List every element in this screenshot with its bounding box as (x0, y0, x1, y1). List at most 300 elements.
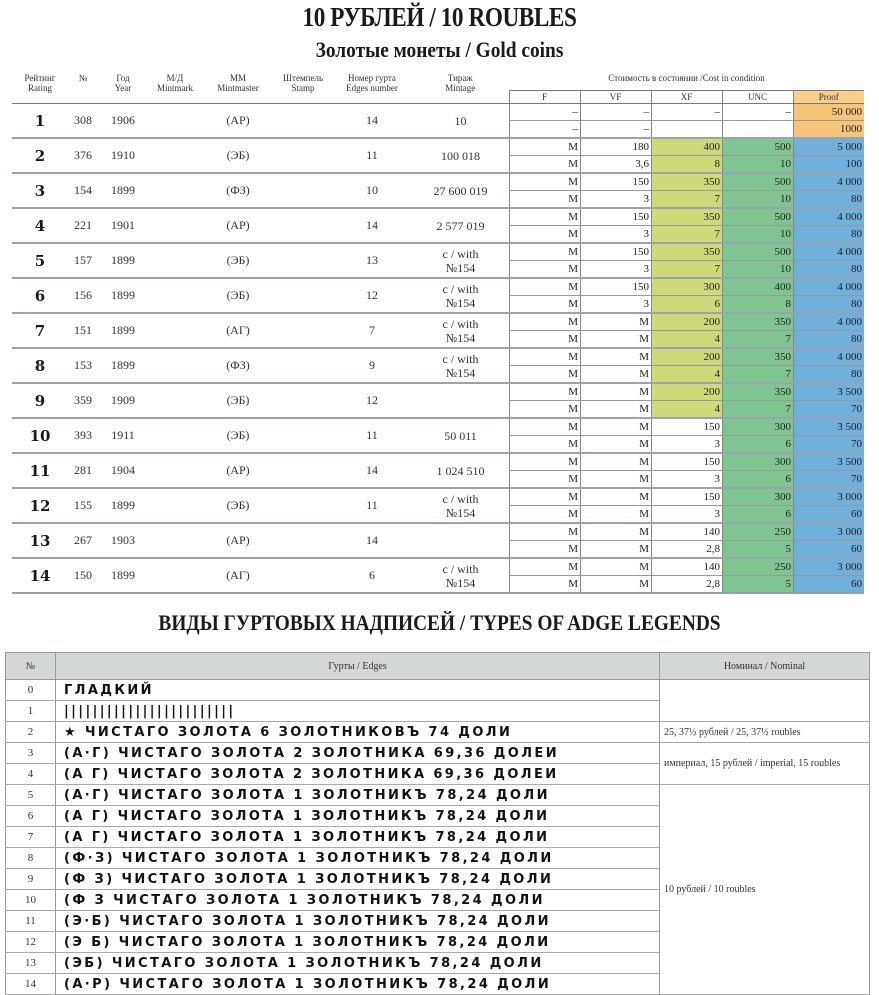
cost-f (509, 278, 580, 313)
legend-nominal (660, 680, 870, 722)
coin-row (12, 383, 864, 418)
cost-proof (793, 278, 864, 313)
cost-unc-value: 6 (722, 436, 793, 452)
page-title: 10 РУБЛЕЙ / 10 ROUBLES (302, 2, 577, 32)
cost-proof (793, 418, 864, 453)
cost-proof (793, 348, 864, 383)
cost-unc (722, 278, 793, 313)
cost-f-value: М (509, 349, 580, 366)
cost-unc (722, 488, 793, 523)
edge-legends-body (6, 680, 870, 995)
cost-xf-value: 400 (651, 139, 722, 156)
coin-year: 1899 (111, 358, 135, 372)
cost-xf-value: 4 (651, 401, 722, 417)
coin-rating: 3 (34, 181, 46, 200)
cost-unc (722, 383, 793, 418)
coin-mintage-line: №154 (445, 365, 476, 380)
coin-edge-number: 11 (366, 498, 378, 512)
coin-edge-number: 11 (366, 428, 378, 442)
cost-xf-value: 150 (651, 419, 722, 436)
coin-mintmaster: (ЭБ) (226, 288, 250, 302)
legend-number: 3 (6, 743, 56, 764)
cost-f (509, 313, 580, 348)
coin-number: 155 (74, 498, 92, 512)
cost-vf-value: М (580, 559, 651, 576)
col-vf: VF (580, 91, 651, 104)
cost-unc (722, 104, 793, 139)
coin-edge-number: 7 (369, 323, 375, 337)
cost-proof-value: 4 000 (793, 244, 864, 261)
cost-vf-value: М (580, 366, 651, 382)
cost-xf-value: 150 (651, 454, 722, 471)
coin-mintage (412, 523, 509, 558)
cost-vf-value: 3 (580, 296, 651, 312)
cost-xf-value (651, 121, 722, 137)
coin-rating: 14 (29, 566, 51, 585)
coin-rating: 6 (34, 286, 46, 305)
cost-unc (722, 313, 793, 348)
cost-xf (651, 453, 722, 488)
cost-vf-value: М (580, 384, 651, 401)
coin-year: 1899 (111, 183, 135, 197)
cost-f-value: М (509, 541, 580, 557)
coin-mintmark (148, 104, 202, 139)
coin-mintage-line: 27 600 019 (433, 183, 488, 198)
coin-mintage-line: №154 (445, 505, 476, 520)
coin-mintage-line: с / with (442, 561, 479, 576)
coin-number: 154 (74, 183, 92, 197)
legend-col-edges: Гурты / Edges (56, 653, 660, 680)
coin-stamp (274, 104, 332, 139)
cost-f-value: М (509, 331, 580, 347)
coin-edge-number: 14 (366, 533, 378, 547)
cost-unc-value: 300 (722, 454, 793, 471)
cost-unc (722, 348, 793, 383)
cost-unc-value: 7 (722, 366, 793, 382)
edge-legends-table (5, 652, 870, 995)
coin-row (12, 313, 864, 348)
legend-nominal: империал, 15 рублей / imperial, 15 roubles (660, 743, 870, 785)
coin-year: 1904 (111, 463, 135, 477)
legend-text: (Э·Б) ЧИСТАГО ЗОЛОТА 1 ЗОЛОТНИКЪ 78,24 ДОЛИ (56, 911, 660, 932)
coin-table-cut-edge (12, 592, 864, 599)
coin-mintmark (148, 488, 202, 523)
coin-mintage-line: №154 (445, 330, 476, 345)
legend-col-number: № (6, 653, 56, 680)
coin-number: 153 (74, 358, 92, 372)
cost-vf (580, 418, 651, 453)
cost-f-value: М (509, 489, 580, 506)
cost-xf-value: 4 (651, 331, 722, 347)
legends-title: ВИДЫ ГУРТОВЫХ НАДПИСЕЙ / TYPES OF ADGE LEGENDS (158, 610, 721, 635)
cost-unc-value: 400 (722, 279, 793, 296)
coin-edge-number: 14 (366, 113, 378, 127)
cost-xf (651, 313, 722, 348)
cost-proof-value: 3 000 (793, 524, 864, 541)
cost-vf-value: 150 (580, 279, 651, 296)
coin-mintmaster: (ФЗ) (226, 358, 250, 372)
coin-mintage-line: с / with (442, 246, 479, 261)
coin-mintage-line: 10 (454, 113, 467, 128)
cost-vf-value: М (580, 506, 651, 522)
coin-table-body (12, 104, 864, 594)
coin-row (12, 558, 864, 593)
coin-year: 1899 (111, 323, 135, 337)
coin-mintage (412, 418, 509, 453)
coin-row (12, 453, 864, 488)
cost-xf (651, 523, 722, 558)
legend-number: 0 (6, 680, 56, 701)
col-unc: UNC (722, 91, 793, 104)
legend-number: 1 (6, 701, 56, 722)
cost-f-value: М (509, 314, 580, 331)
coin-mintmaster: (ЭБ) (226, 393, 250, 407)
cost-proof (793, 313, 864, 348)
coin-rating: 4 (34, 216, 46, 235)
legend-row (6, 680, 870, 701)
cost-unc-value (722, 121, 793, 137)
coin-mintmaster: (ЭБ) (226, 148, 250, 162)
coin-edge-number: 11 (366, 148, 378, 162)
cost-vf (580, 558, 651, 593)
cost-vf (580, 138, 651, 173)
legend-text: (А Г) ЧИСТАГО ЗОЛОТА 1 ЗОЛОТНИКЪ 78,24 ДОЛИ (56, 806, 660, 827)
cost-xf-value: 4 (651, 366, 722, 382)
coin-mintmark (148, 243, 202, 278)
cost-proof (793, 104, 864, 139)
coin-rating: 13 (29, 531, 51, 550)
coin-rating: 10 (29, 426, 51, 445)
coin-mintmark (148, 348, 202, 383)
coin-edge-number: 14 (366, 463, 378, 477)
col-f: F (509, 91, 580, 104)
cost-unc-value: 300 (722, 489, 793, 506)
cost-unc-value: 10 (722, 226, 793, 242)
cost-f (509, 383, 580, 418)
coin-mintmaster: (АГ) (226, 568, 250, 582)
cost-proof-value: 70 (793, 471, 864, 487)
coin-stamp (274, 348, 332, 383)
coin-mintage-line: с / with (442, 491, 479, 506)
col-mintmark: М/Д Mintmark (148, 70, 202, 104)
coin-mintmaster: (АР) (226, 533, 250, 547)
cost-vf-value: 150 (580, 244, 651, 261)
legend-number: 7 (6, 827, 56, 848)
coin-year: 1899 (111, 253, 135, 267)
cost-unc (722, 558, 793, 593)
coin-year: 1899 (111, 498, 135, 512)
cost-f-value: М (509, 174, 580, 191)
cost-vf-value: – (580, 121, 651, 137)
cost-xf-value: 3 (651, 506, 722, 522)
cost-f-value: М (509, 436, 580, 452)
legend-col-nominal: Номинал / Nominal (660, 653, 870, 680)
legend-number: 2 (6, 722, 56, 743)
cost-vf (580, 208, 651, 243)
cost-proof (793, 523, 864, 558)
cost-f-value: М (509, 384, 580, 401)
coin-mintmark (148, 383, 202, 418)
cost-xf-value: 6 (651, 296, 722, 312)
coin-number: 376 (74, 148, 92, 162)
cost-f-value: М (509, 506, 580, 522)
coin-row (12, 348, 864, 383)
col-year: Год Year (98, 70, 148, 104)
cost-proof-value: 3 000 (793, 559, 864, 576)
coin-mintmaster: (АР) (226, 113, 250, 127)
cost-proof (793, 558, 864, 593)
coin-rating: 5 (34, 251, 46, 270)
cost-xf (651, 173, 722, 208)
coin-rating: 12 (29, 496, 51, 515)
col-number: № (68, 70, 98, 104)
col-mintmaster: ММ Mintmaster (202, 70, 274, 104)
coin-mintmark (148, 558, 202, 593)
cost-f-value: М (509, 209, 580, 226)
cost-proof-value: 1000 (793, 121, 864, 137)
cost-unc-value: 6 (722, 506, 793, 522)
cost-xf (651, 278, 722, 313)
coin-mintmaster: (АР) (226, 218, 250, 232)
legend-row (6, 743, 870, 764)
coin-mintage (412, 558, 509, 593)
cost-f (509, 138, 580, 173)
cost-unc-value: 500 (722, 244, 793, 261)
cost-vf-value: М (580, 471, 651, 487)
coin-mintage-line: №154 (445, 295, 476, 310)
legend-text: (Э Б) ЧИСТАГО ЗОЛОТА 1 ЗОЛОТНИКЪ 78,24 ДОЛИ (56, 932, 660, 953)
coin-rating: 2 (34, 146, 46, 165)
cost-f (509, 418, 580, 453)
coin-stamp (274, 383, 332, 418)
coin-year: 1910 (111, 148, 135, 162)
page-subtitle: Золотые монеты / Gold coins (315, 37, 564, 62)
cost-proof-value: 4 000 (793, 174, 864, 191)
cost-f-value: М (509, 244, 580, 261)
cost-xf (651, 348, 722, 383)
cost-f-value: – (509, 121, 580, 137)
legend-number: 14 (6, 974, 56, 995)
cost-proof-value: 100 (793, 156, 864, 172)
cost-vf (580, 488, 651, 523)
cost-proof-value: 80 (793, 366, 864, 382)
cost-unc-value: 5 (722, 576, 793, 592)
coin-mintmark (148, 523, 202, 558)
legend-text: (Ф·З) ЧИСТАГО ЗОЛОТА 1 ЗОЛОТНИКЪ 78,24 ДОЛИ (56, 848, 660, 869)
cost-f (509, 104, 580, 139)
coin-stamp (274, 138, 332, 173)
cost-unc (722, 523, 793, 558)
legend-number: 6 (6, 806, 56, 827)
cost-xf (651, 138, 722, 173)
coin-mintmaster: (АР) (226, 463, 250, 477)
coin-stamp (274, 243, 332, 278)
cost-vf-value: М (580, 314, 651, 331)
coin-stamp (274, 173, 332, 208)
coin-number: 393 (74, 428, 92, 442)
cost-xf-value: 3 (651, 436, 722, 452)
coin-row (12, 208, 864, 243)
legend-row (6, 722, 870, 743)
legend-number: 8 (6, 848, 56, 869)
coin-stamp (274, 558, 332, 593)
cost-unc-value: 350 (722, 314, 793, 331)
coin-number: 308 (74, 113, 92, 127)
col-mintage: Тираж Mintage (412, 70, 509, 104)
cost-f-value: М (509, 419, 580, 436)
cost-f (509, 208, 580, 243)
cost-proof-value: 4 000 (793, 349, 864, 366)
cost-xf-value: 150 (651, 489, 722, 506)
coin-row (12, 104, 864, 139)
coin-stamp (274, 418, 332, 453)
coin-stamp (274, 488, 332, 523)
cost-vf (580, 383, 651, 418)
coin-mintage-line: 2 577 019 (436, 218, 485, 233)
cost-xf-value: 200 (651, 384, 722, 401)
cost-f-value: М (509, 139, 580, 156)
cost-vf-value: 3 (580, 191, 651, 207)
legend-number: 11 (6, 911, 56, 932)
coin-mintage-line: 100 018 (441, 148, 480, 163)
coin-number: 267 (74, 533, 92, 547)
cost-xf-value: 350 (651, 209, 722, 226)
cost-f-value: М (509, 401, 580, 417)
cost-f (509, 453, 580, 488)
coin-year: 1903 (111, 533, 135, 547)
cost-f (509, 243, 580, 278)
coin-edge-number: 10 (366, 183, 378, 197)
coin-year: 1901 (111, 218, 135, 232)
coin-mintage (412, 348, 509, 383)
cost-vf-value: М (580, 349, 651, 366)
cost-proof (793, 383, 864, 418)
cost-vf-value: М (580, 576, 651, 592)
coin-number: 359 (74, 393, 92, 407)
coin-number: 157 (74, 253, 92, 267)
cost-unc (722, 243, 793, 278)
coin-year: 1909 (111, 393, 135, 407)
cost-proof-value: 5 000 (793, 139, 864, 156)
coin-stamp (274, 313, 332, 348)
coin-mintage (412, 313, 509, 348)
cost-vf-value: М (580, 436, 651, 452)
cost-proof (793, 243, 864, 278)
coin-edge-number: 6 (369, 568, 375, 582)
coin-mintmaster: (ФЗ) (226, 183, 250, 197)
cost-proof-value: 60 (793, 576, 864, 592)
coin-edge-number: 13 (366, 253, 378, 267)
col-xf: XF (651, 91, 722, 104)
cost-proof-value: 50 000 (793, 104, 864, 121)
cost-vf (580, 278, 651, 313)
cost-unc-value: 8 (722, 296, 793, 312)
coin-mintmark (148, 313, 202, 348)
cost-xf-value: 7 (651, 261, 722, 277)
cost-unc-value: 10 (722, 261, 793, 277)
coin-rating: 9 (34, 391, 46, 410)
cost-vf-value: М (580, 541, 651, 557)
cost-f (509, 558, 580, 593)
cost-unc-value: 500 (722, 209, 793, 226)
cost-proof (793, 208, 864, 243)
coin-rating: 8 (34, 356, 46, 375)
coin-rating: 7 (34, 321, 46, 340)
legend-text: (Ф З) ЧИСТАГО ЗОЛОТА 1 ЗОЛОТНИКЪ 78,24 ДОЛИ (56, 869, 660, 890)
coin-stamp (274, 453, 332, 488)
cost-f-value: М (509, 454, 580, 471)
cost-unc-value: 300 (722, 419, 793, 436)
cost-proof-value: 80 (793, 226, 864, 242)
coin-number: 151 (74, 323, 92, 337)
cost-xf-value: 140 (651, 524, 722, 541)
cost-xf (651, 488, 722, 523)
cost-vf-value: М (580, 401, 651, 417)
coin-rating: 11 (29, 461, 51, 480)
cost-f-value: М (509, 261, 580, 277)
cost-vf-value: – (580, 104, 651, 121)
coin-stamp (274, 278, 332, 313)
coin-stamp (274, 208, 332, 243)
coin-mintage (412, 243, 509, 278)
cost-xf-value: 7 (651, 226, 722, 242)
col-rating: Рейтинг Rating (12, 70, 68, 104)
cost-f-value: М (509, 279, 580, 296)
coin-mintage (412, 104, 509, 139)
col-cost-group: Стоимость в состоянии /Cost in condition (509, 70, 864, 91)
legend-text: (А Г) ЧИСТАГО ЗОЛОТА 2 ЗОЛОТНИКА 69,36 ДОЛЕИ (56, 764, 660, 785)
coin-year: 1906 (111, 113, 135, 127)
legend-text: ★ ЧИСТАГО ЗОЛОТА 6 ЗОЛОТНИКОВЪ 74 ДОЛИ (56, 722, 660, 743)
coin-row (12, 418, 864, 453)
cost-unc-value: 350 (722, 384, 793, 401)
coin-row (12, 138, 864, 173)
cost-xf-value: 2,8 (651, 576, 722, 592)
col-edges-number: Номер гурта Edges number (332, 70, 412, 104)
cost-unc-value: 6 (722, 471, 793, 487)
cost-xf (651, 104, 722, 139)
cost-xf (651, 243, 722, 278)
cost-vf (580, 453, 651, 488)
cost-f (509, 488, 580, 523)
coin-edge-number: 12 (366, 288, 378, 302)
cost-vf-value: М (580, 419, 651, 436)
coin-mintmaster: (ЭБ) (226, 253, 250, 267)
legend-number: 4 (6, 764, 56, 785)
cost-f-value: – (509, 104, 580, 121)
cost-proof (793, 453, 864, 488)
legend-row (6, 785, 870, 806)
coin-row (12, 488, 864, 523)
cost-xf (651, 418, 722, 453)
cost-proof-value: 3 500 (793, 419, 864, 436)
legend-text: ГЛАДКИЙ (56, 680, 660, 701)
coin-number: 156 (74, 288, 92, 302)
col-stamp: Штемпель Stamp (274, 70, 332, 104)
coin-mintage-line: №154 (445, 260, 476, 275)
cost-vf-value: М (580, 331, 651, 347)
coin-row (12, 278, 864, 313)
cost-vf-value: М (580, 524, 651, 541)
legend-text: (Ф З ЧИСТАГО ЗОЛОТА 1 ЗОЛОТНИКЪ 78,24 ДОЛИ (56, 890, 660, 911)
coin-number: 150 (74, 568, 92, 582)
cost-unc-value: 250 (722, 559, 793, 576)
legend-number: 13 (6, 953, 56, 974)
cost-unc (722, 138, 793, 173)
cost-proof-value: 3 500 (793, 454, 864, 471)
cost-proof-value: 80 (793, 191, 864, 207)
cost-f-value: М (509, 226, 580, 242)
